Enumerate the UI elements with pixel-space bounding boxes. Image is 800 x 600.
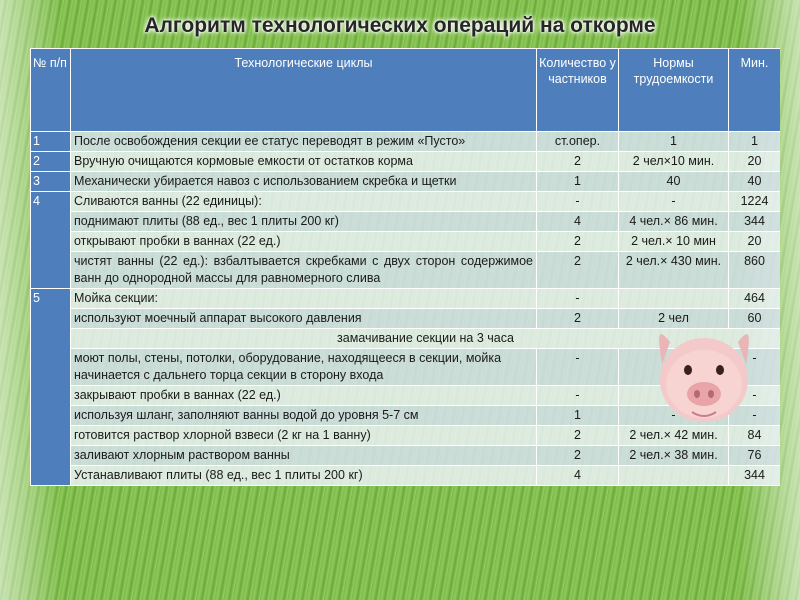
table-row [31,212,781,232]
row-text: Вручную очищаются кормовые емкости от остатков корма [71,152,537,172]
row-norm: 2 чел×10 мин. [619,152,729,172]
row-count: 2 [537,446,619,466]
row-number: 4 [31,192,71,289]
table-row [31,289,781,309]
table-row [31,252,781,289]
row-count: 1 [537,406,619,426]
row-count: 2 [537,309,619,329]
row-count: 2 [537,426,619,446]
table-row [31,446,781,466]
row-min: 344 [729,212,781,232]
row-min: 60 [729,309,781,329]
row-min: 76 [729,446,781,466]
header-minutes: Мин. [729,49,781,132]
row-count: 1 [537,172,619,192]
table-row [31,172,781,192]
row-norm: - [619,406,729,426]
row-min: 40 [729,172,781,192]
row-text: используют моечный аппарат высокого давления [71,309,537,329]
row-text: Сливаются ванны (22 единицы): [71,192,537,212]
row-norm: 1 [619,132,729,152]
row-min: 344 [729,466,781,486]
row-count: - [537,349,619,386]
row-min: - [729,406,781,426]
row-text: Мойка секции: [71,289,537,309]
row-norm: 4 чел.× 86 мин. [619,212,729,232]
row-number: 5 [31,289,71,486]
pig-face-icon [652,322,756,430]
row-norm: 2 чел [619,309,729,329]
row-min: 84 [729,426,781,446]
row-norm: 2 чел.× 38 мин. [619,446,729,466]
row-count: 2 [537,152,619,172]
header-number: № п/п [31,49,71,132]
row-min: 20 [729,232,781,252]
row-count: 4 [537,466,619,486]
table-row [31,466,781,486]
row-text: поднимают плиты (88 ед., вес 1 плиты 200 кг) [71,212,537,232]
row-count: - [537,289,619,309]
row-text: После освобождения секции ее статус переводят в режим «Пусто» [71,132,537,152]
row-count: 2 [537,252,619,289]
row-norm: - [619,192,729,212]
row-count: 2 [537,232,619,252]
row-text: Механически убирается навоз с использованием скребка и щетки [71,172,537,192]
row-min: 20 [729,152,781,172]
table-row [31,232,781,252]
row-min: 464 [729,289,781,309]
row-text: заливают хлорным раствором ванны [71,446,537,466]
row-min: 860 [729,252,781,289]
row-number: 2 [31,152,71,172]
row-count: - [537,386,619,406]
table-row [31,132,781,152]
table-row [31,192,781,212]
row-count: ст.опер. [537,132,619,152]
table-row [31,152,781,172]
row-text: Устанавливают плиты (88 ед., вес 1 плиты 200 кг) [71,466,537,486]
row-text: готовится раствор хлорной взвеси (2 кг на 1 ванну) [71,426,537,446]
row-text: чистят ванны (22 ед.): взбалтывается скребками с двух сторон содержимое ванн до однородной массы для равномерного слива [71,252,537,289]
page-title: Алгоритм технологических операций на откорме [144,14,656,37]
table-header-row [31,49,781,132]
row-number: 1 [31,132,71,152]
row-min: 1 [729,132,781,152]
row-number: 3 [31,172,71,192]
row-text: закрывают пробки в ваннах (22 ед.) [71,386,537,406]
row-norm [619,466,729,486]
row-text: моют полы, стены, потолки, оборудование, находящееся в секции, мойка начинается с дальнего торца секции в сторону входа [71,349,537,386]
header-participants: Количество участников [537,49,619,132]
row-count: 4 [537,212,619,232]
row-norm: 2 чел.× 10 мин [619,232,729,252]
row-norm [619,289,729,309]
row-min: 1224 [729,192,781,212]
row-text: замачивание секции на 3 часа [71,329,781,349]
row-count: - [537,192,619,212]
header-norms: Нормы трудоемкости [619,49,729,132]
row-norm: 2 чел.× 430 мин. [619,252,729,289]
row-text: открывают пробки в ваннах (22 ед.) [71,232,537,252]
row-norm: 2 чел.× 42 мин. [619,426,729,446]
row-text: используя шланг, заполняют ванны водой до уровня 5-7 см [71,406,537,426]
row-min: - [729,386,781,406]
row-norm: 40 [619,172,729,192]
header-cycles: Технологические циклы [71,49,537,132]
row-min: - [729,349,781,386]
